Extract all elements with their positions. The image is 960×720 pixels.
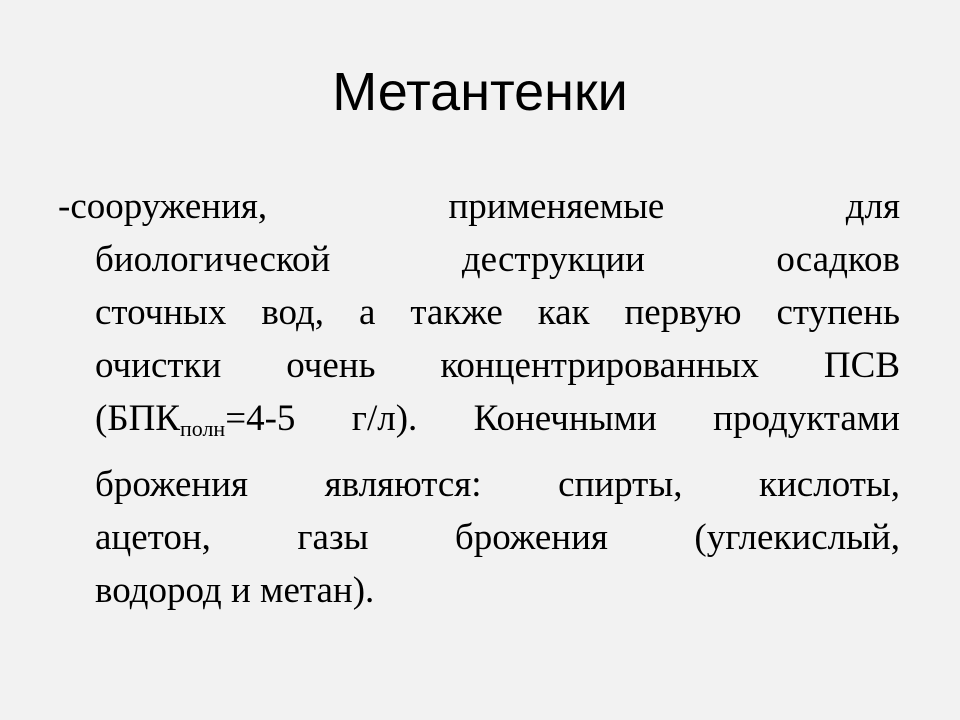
word: деструкции — [461, 239, 645, 280]
word: также — [410, 292, 503, 333]
word: применяемые — [448, 186, 665, 227]
word: кислоты, — [759, 464, 900, 505]
word: очень — [286, 345, 376, 386]
word: как — [537, 292, 590, 333]
word: ацетон, — [95, 517, 211, 558]
word: газы — [297, 517, 369, 558]
word: для — [845, 186, 900, 227]
word: -сооружения, — [58, 186, 268, 227]
word: г/л). — [351, 398, 418, 439]
slide-title: Метантенки — [332, 62, 628, 122]
bpk-base: (БПК — [95, 398, 180, 439]
word: очистки — [95, 345, 222, 386]
body-line-8 — [58, 564, 900, 617]
body-line-6 — [58, 445, 900, 511]
bpk-subscript: полн — [179, 416, 226, 441]
word: концентрированных — [440, 345, 760, 386]
body-line-5 — [58, 392, 900, 445]
word: брожения — [454, 517, 608, 558]
word: продуктами — [713, 398, 900, 439]
word: вод, — [261, 292, 325, 333]
word: ступень — [776, 292, 900, 333]
word: являются: — [324, 464, 482, 505]
word: ПСВ — [823, 345, 900, 386]
slide-body — [58, 180, 900, 617]
word: =4-5 — [225, 398, 296, 439]
word: а — [358, 292, 376, 333]
word: первую — [624, 292, 742, 333]
body-line-1 — [58, 180, 900, 233]
word: Конечными — [473, 398, 657, 439]
word: спирты, — [558, 464, 683, 505]
bpk-term — [95, 392, 295, 445]
body-line-3 — [58, 286, 900, 339]
word: (углекислый, — [694, 517, 900, 558]
body-line-4 — [58, 339, 900, 392]
word: осадков — [776, 239, 900, 280]
body-line-7 — [58, 511, 900, 564]
word: сточных — [95, 292, 227, 333]
body-line-2 — [58, 233, 900, 286]
word: брожения — [95, 464, 249, 505]
word: водород и метан). — [95, 570, 375, 611]
word: биологической — [95, 239, 331, 280]
